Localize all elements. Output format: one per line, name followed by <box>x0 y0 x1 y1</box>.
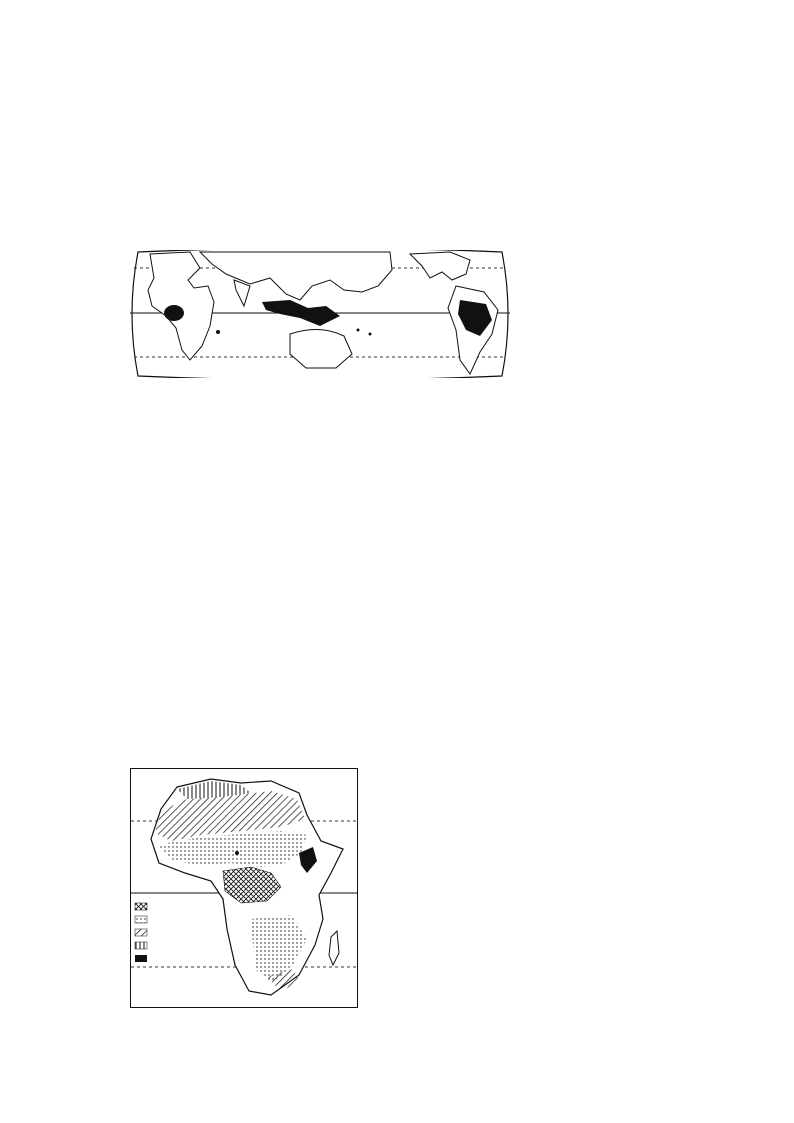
world-rainforest-map <box>130 250 510 378</box>
climate-charts-svg <box>118 98 638 218</box>
ndjamena-chart-svg <box>362 792 530 1014</box>
ndjamena-climate-chart <box>362 792 530 1014</box>
africa-climate-map <box>130 768 358 1008</box>
climate-charts-row <box>118 98 638 218</box>
